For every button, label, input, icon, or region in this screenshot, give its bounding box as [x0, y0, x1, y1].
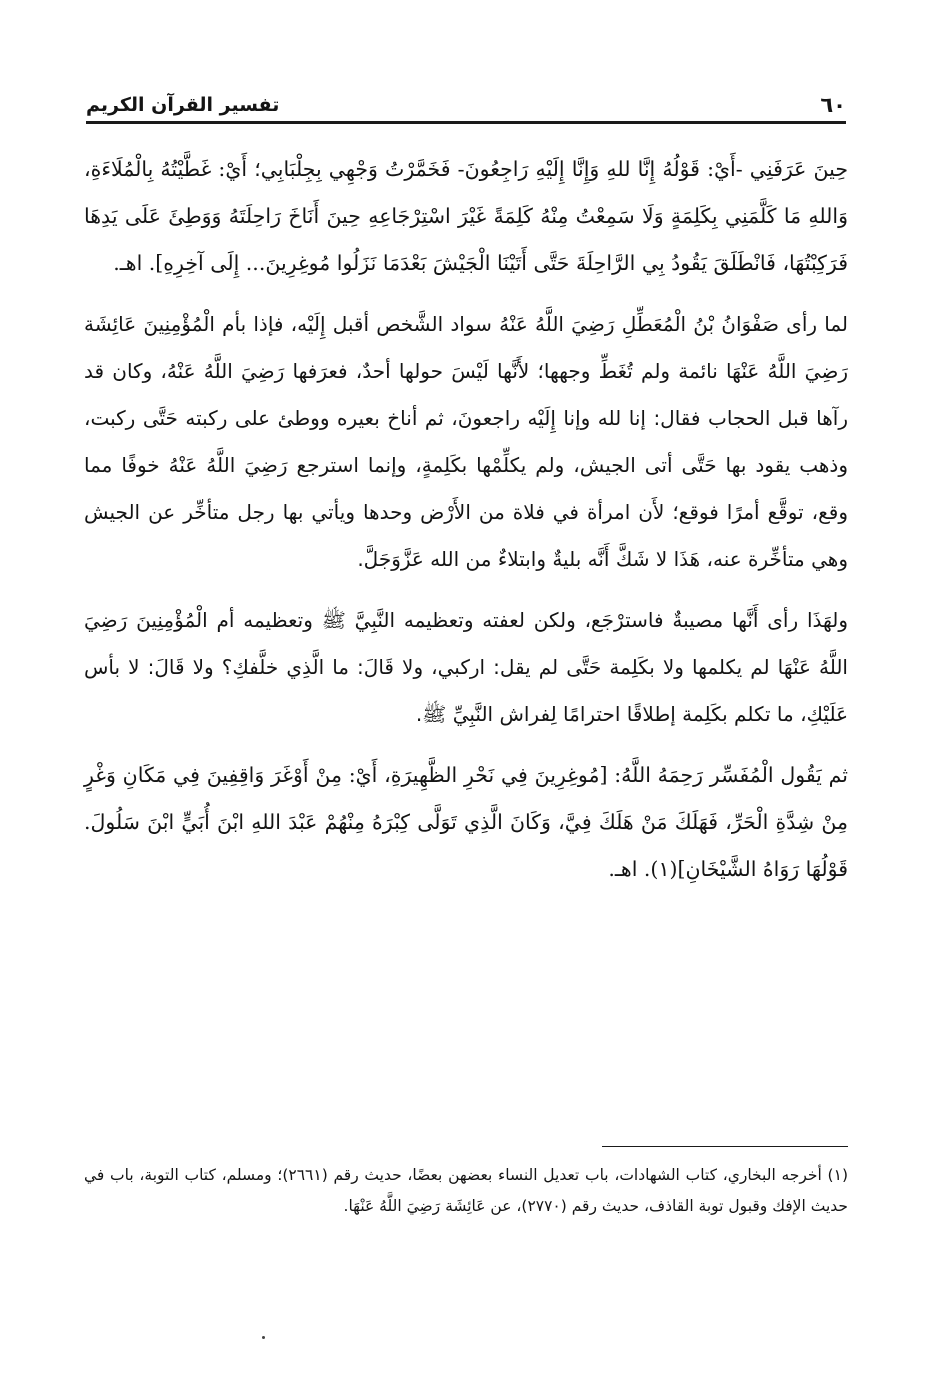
paragraph-mufassir-quote: ثم يَقُول الْمُفَسِّر رَحِمَهُ اللَّهُ: [مُوغِرِينَ فِي نَحْرِ الظَّهِيرَةِ، أَيْ: مِنْ أَوْغَرَ وَاقِفِينَ فِي مَكَانِ وَغْرٍ مِنْ شِدَّةِ الْحَرِّ، فَهَلَكَ مَنْ هَلَكَ فِيَّ، وَكَانَ الَّذِي تَوَلَّى كِبْرَهُ مِنْهُمْ عَبْدَ اللهِ ابْنَ أُبَيٍّ ابْنَ سَلُولَ. قَوْلُهَا رَوَاهُ الشَّيْخَانِ](١). اهـ.: [84, 763, 848, 881]
running-header: [86, 92, 846, 124]
paragraph-quoted-narration: حِينَ عَرَفَنِي -أَيْ: قَوْلُهُ إِنَّا للهِ وَإِنَّا إِلَيْهِ رَاجِعُونَ- فَخَمَّرْتُ وَجْهِي بِجِلْبَابِي؛ أَيْ: غَطَّيْتُهُ بِالْمُلَاءَةِ، وَاللهِ مَا كَلَّمَنِي بِكَلِمَةٍ وَلَا سَمِعْتُ مِنْهُ كَلِمَةً غَيْرَ اسْتِرْجَاعِهِ حِينَ أَنَاخَ رَاحِلَتَهُ وَوَطِئَ عَلَى يَدِهَا فَرَكِبْتُهَا، فَانْطَلَقَ يَقُودُ بِي الرَّاحِلَةَ حَتَّى أَتَيْنَا الْجَيْشَ بَعْدَمَا نَزَلُوا مُوغِرِينَ... إِلَى آخِرِهِ]. اهـ.: [84, 157, 848, 275]
footnote-1: (١) أخرجه البخاري، كتاب الشهادات، باب تعديل النساء بعضهن بعضًا، حديث رقم (٢٦٦١)؛ ومسلم، كتاب التوبة، باب في حديث الإفك وقبول توبة القاذف، حديث رقم (٢٧٧٠)، عن عَائِشَة رَضِيَ اللَّهُ عَنْهَا.: [84, 1166, 848, 1215]
page-number: ٦٠: [820, 93, 846, 117]
paragraph-commentary-safwan: لما رأى صَفْوَانُ بْنُ الْمُعَطِّلِ رَضِيَ اللَّهُ عَنْهُ سواد الشَّخص أقبل إِلَيْه، فإذا بأم الْمُؤْمِنِينَ عَائِشَة رَضِيَ اللَّهُ عَنْهَا نائمة ولم تُغَطِّ وجهها؛ لأَنَّها لَيْسَ حولها أحدٌ، فعرَفها رَضِيَ اللَّهُ عَنْهُ، وكان قد رآها قبل الحجاب فقال: إنا لله وإنا إِلَيْه راجعونَ، ثم أناخ بعيره ووطئ على ركبته حَتَّى ركبت، وذهب يقود بها حَتَّى أتى الجيش، ولم يكلِّمْها بكَلِمةٍ، وإنما استرجع رَضِيَ اللَّهُ عَنْهُ خوفًا مما وقع، توقَّع أمرًا فوقع؛ لأَن امرأة في فلاة من الأَرْض وحدها ويأتي بها رجل متأخِّر عن الجيش وهي متأخِّرة عنه، هَذَا لا شَكَّ أَنَّه بليةٌ وابتلاءٌ من الله عَزَّوَجَلَّ.: [84, 312, 848, 571]
paragraph-commentary-respect: ولهَذَا رأى أَنَّها مصيبةٌ فاسترْجَع، ولكن لعفته وتعظيمه النَّبِيَّ ﷺ وتعظيمه أم الْمُؤْمِنِينَ رَضِيَ اللَّهُ عَنْهَا لم يكلمها ولا بكَلِمة حَتَّى لم يقل: اركبي، ولا قَالَ: ما الَّذِي خلَّفكِ؟ ولا قَالَ: لا بأس عَلَيْكِ، ما تكلم بكَلِمة إطلاقًا احترامًا لِفراش النَّبِيِّ ﷺ.: [84, 608, 848, 726]
page-speck: [262, 1336, 265, 1339]
main-text: [84, 146, 848, 907]
book-title: تفسير القرآن الكريم: [86, 94, 280, 116]
footnotes: [84, 1160, 848, 1222]
footnote-divider: [602, 1146, 848, 1147]
